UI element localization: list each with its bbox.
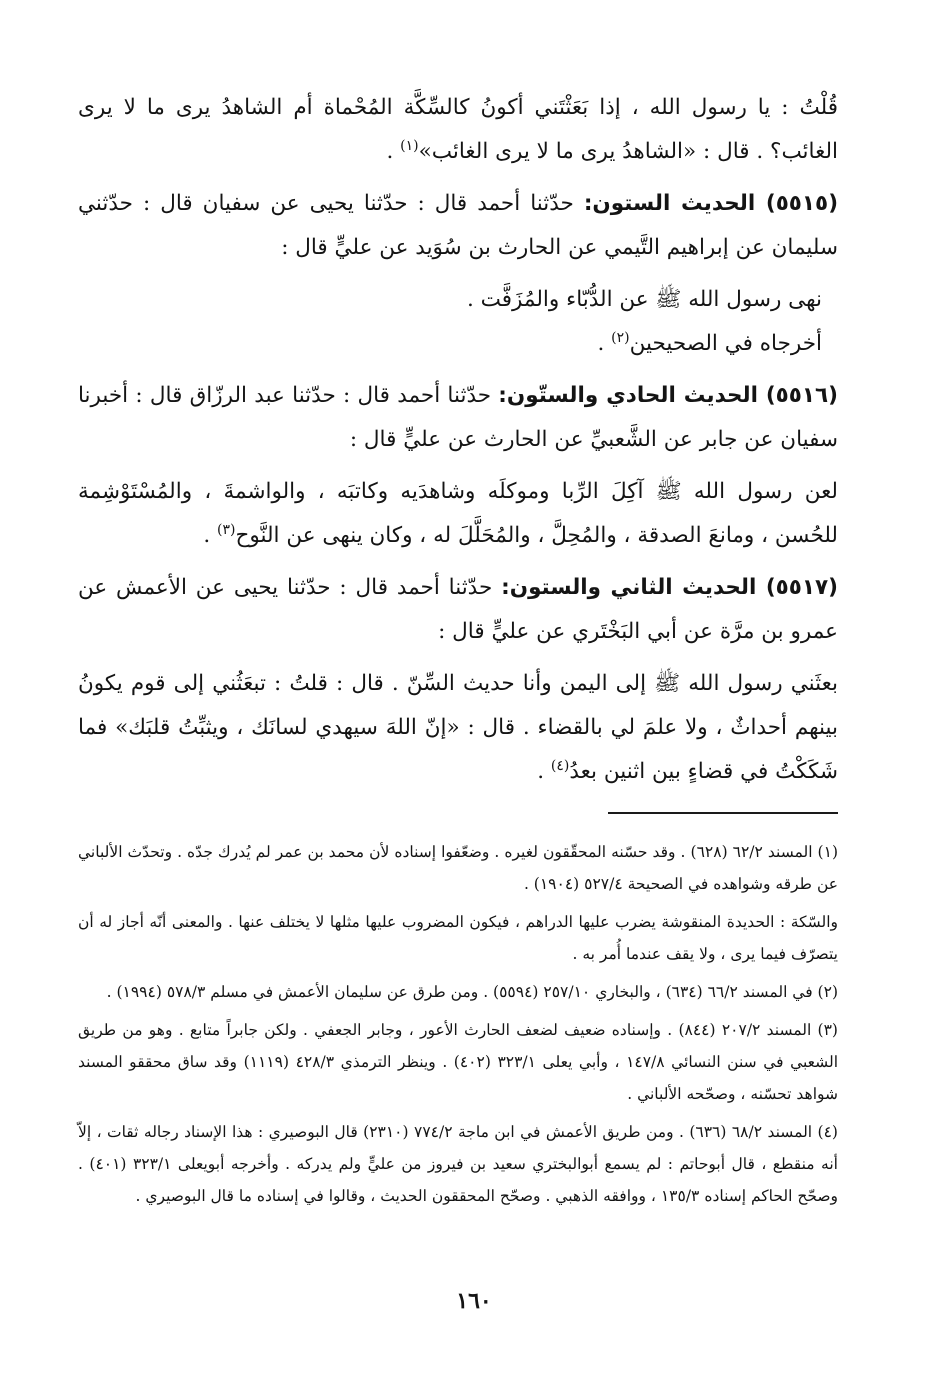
footnote-1-note: والسّكة : الحديدة المنقوشة يضرب عليها الدراهم ، فيكون المضروب عليها مثلها لا يختلف عنها . والمعنى أنّه أجاز له أن يتصرّف فيما يرى ، ولا يقف عندما أُمر به . [78,913,838,963]
hadith-5516-chain: حدّثنا أحمد قال : حدّثنا عبد الرزّاق قال : أخبرنا سفيان عن جابر عن الشَّعبيِّ عن الحارث عن عليٍّ قال : [78,383,838,452]
hadith-5515-takhrij: أخرجاه في الصحيحين [629,331,822,356]
hadith-5515-chain: حدّثنا أحمد قال : حدّثنا يحيى عن سفيان قال : حدّثني سليمان عن إبراهيم التَّيمي عن الحارث بن سُوَيد عن عليٍّ قال : [78,191,838,260]
footnote-2: (٢) في المسند ٦٦/٢ (٦٣٤) ، والبخاري ٢٥٧/١٠ (٥٥٩٤) . ومن طرق عن سليمان الأعمش في مسلم ٥٧٨/٣ (١٩٩٤) . [106,983,838,1001]
footnote-4: (٤) المسند ٦٨/٢ (٦٣٦) . ومن طريق الأعمش في ابن ماجة ٧٧٤/٢ (٢٣١٠) قال البوصيري : هذا الإسناد رجاله ثقات ، إلاّ أنه منقطع ، قال أبوحاتم : لم يسمع أبوالبختري سعيد بن فيروز من عليٍّ ولم يدركه . وأخرجه أبويعلى ٣٢٣/١ (٤٠١) . وصحّح الحاكم إسناده ١٣٥/٣ ، ووافقه الذهبي . وصحّح المحققون الحديث ، وقالوا في إسناده ما قال البوصيري . [78,1123,838,1205]
footnote-separator [608,812,838,814]
footnote-ref-1[interactable]: (١) [400,137,419,154]
hadith-5517-isnad [78,566,838,654]
footnote-ref-3[interactable]: (٣) [217,521,236,538]
hadith-5515-heading: (٥٥١٥) الحديث الستون: [583,191,839,216]
footnote-1: (١) المسند ٦٢/٢ (٦٢٨) . وقد حسّنه المحقّقون لغيره . وضعّفوا إسناده لأن محمد بن عمر لم يُدرك جدّه . وتحدّث الألباني عن طرقه وشواهده في الصحيحة ٥٢٧/٤ (١٩٠٤) . [78,843,838,893]
hadith-5516-matn-line: لعن رسول الله ﷺ آكِلَ الرِّبا وموكلَه وشاهدَيه وكاتبَه ، والواشمةَ ، والمُسْتَوْشِمة للحُسن ، ومانعَ الصدقة ، والمُحِلَّ ، والمُحَلَّلَ له ، وكان ينهى عن النَّوح$^{(٣)}$ . [78,479,838,548]
page-number: ١٦٠ [456,1288,492,1314]
hadith-5516-matn: لعن رسول الله ﷺ آكِلَ الرِّبا وموكلَه وشاهدَيه وكاتبَه ، والواشمةَ ، والمُسْتَوْشِمة للحُسن ، ومانعَ الصدقة ، والمُحِلَّ ، والمُحَلَّلَ له ، وكان ينهى عن النَّوح [78,479,838,548]
paragraph-text: قُلْتُ : يا رسول الله ، إذا بَعَثْتَني أكونُ كالسِّكَّة المُحْماة أم الشاهدُ يرى ما لا يرى الغائب؟ . قال : «الشاهدُ يرى ما لا يرى الغائب» [78,95,838,164]
footnote-ref-4[interactable]: (٤) [550,757,570,774]
hadith-5516-heading: (٥٥١٦) الحديث الحادي والستّون: [498,383,838,408]
hadith-5517-heading: (٥٥١٧) الحديث الثاني والستون: [501,575,838,600]
hadith-5515-matn: نهى رسول الله ﷺ عن الدُّبّاء والمُزَفَّت . [467,287,822,312]
hadith-5517-matn: بعثَني رسول الله ﷺ إلى اليمن وأنا حديث السِّنّ . قال : قلتُ : تبعَثُني إلى قوم يكونُ بينهم أحداثٌ ، ولا علمَ لي بالقضاء . قال : «إنّ اللهَ سيهدي لسانَك ، ويثبِّتُ قلبَك» فما شَكَكْتُ في قضاءٍ بين اثنين بعدُ [78,671,838,784]
hadith-5517-chain: حدّثنا أحمد قال : حدّثنا يحيى عن الأعمش عن عمرو بن مرَّة عن أبي البَخْتَري عن عليٍّ قال : [78,575,838,644]
hadith-5517-matn-line: بعثَني رسول الله ﷺ إلى اليمن وأنا حديث السِّنّ . قال : قلتُ : تبعَثُني إلى قوم يكونُ بينهم أحداثٌ ، ولا علمَ لي بالقضاء . قال : «إنّ اللهَ سيهدي لسانَك ، ويثبِّتُ قلبَك» فما شَكَكْتُ في قضاءٍ بين اثنين بعدُ$^{(٤)}$ . [78,671,838,784]
hadith-5515-isnad [78,182,838,270]
footnote-3: (٣) المسند ٢٠٧/٢ (٨٤٤) . وإسناده ضعيف لضعف الحارث الأعور ، وجابر الجعفي . ولكن جابراً متابع . وهو من طريق الشعبي في سنن النسائي ١٤٧/٨ ، وأبي يعلى ٣٢٣/١ (٤٠٢) . وينظر الترمذي ٤٢٨/٣ (١١١٩) وقد ساق محققو المسند شواهد تحسّنه ، وصحّحه الألباني . [78,1021,839,1103]
footnote-ref-2[interactable]: (٢) [611,329,630,346]
page-body [78,86,838,1218]
hadith-5515-takhrij-line: أخرجاه في الصحيحين$^{(٢)}$ . [597,329,822,356]
hadith-5516-isnad [78,374,838,462]
paragraph-qultu: قُلْتُ : يا رسول الله ، إذا بَعَثْتَني أكونُ كالسِّكَّة المُحْماة أم الشاهدُ يرى ما لا يرى الغائب؟ . قال : «الشاهدُ يرى ما لا يرى الغائب»$^{(١)}$ . [78,95,838,164]
